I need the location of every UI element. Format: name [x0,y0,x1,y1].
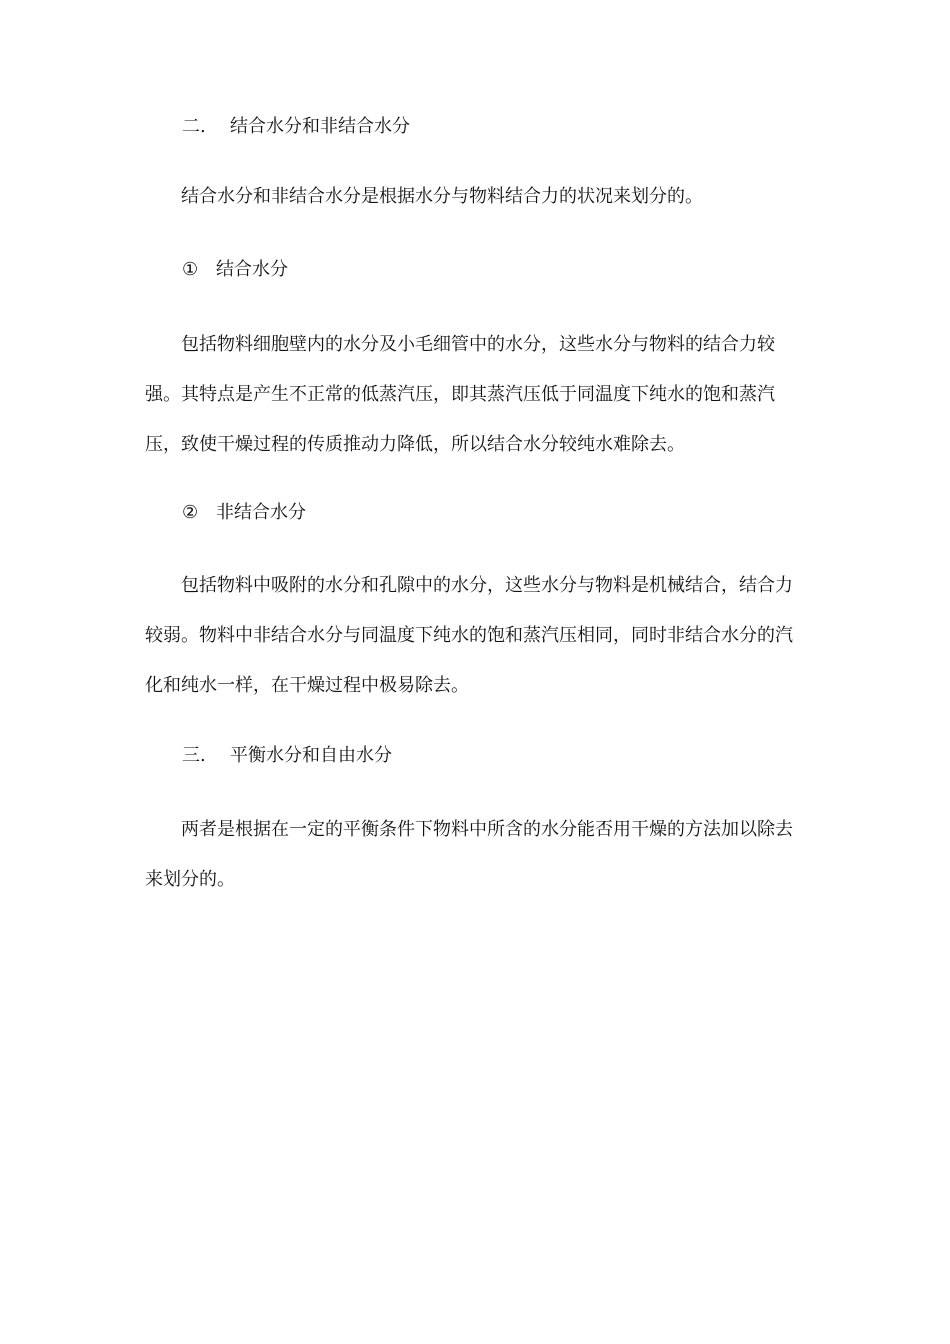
paragraph-3: 包括物料中吸附的水分和孔隙中的水分，这些水分与物料是机械结合，结合力较弱。物料中非结合水分与同温度下纯水的饱和蒸汽压相同，同时非结合水分的汽化和纯水一样，在干燥过程中极易除去。 [145,575,793,696]
section-heading-3 [182,731,842,781]
subsection-heading-1 [182,245,842,295]
section-title-3: 平衡水分和自由水分 [230,745,392,766]
section-heading-2 [182,102,842,152]
subsection-heading-2 [182,488,842,538]
section-number-2: 二. [182,116,206,137]
paragraph-2: 包括物料细胞壁内的水分及小毛细管中的水分，这些水分与物料的结合力较强。其特点是产生不正常的低蒸汽压，即其蒸汽压低于同温度下纯水的饱和蒸汽压，致使干燥过程的传质推动力降低，所以结合水分较纯水难除去。 [145,334,775,455]
section-number-3: 三. [182,745,206,766]
subsection-title-2: 非结合水分 [216,502,306,523]
paragraph-1: 结合水分和非结合水分是根据水分与物料结合力的状况来划分的。 [181,186,703,207]
paragraph-4: 两者是根据在一定的平衡条件下物料中所含的水分能否用干燥的方法加以除去来划分的。 [145,819,793,890]
section-title-2: 结合水分和非结合水分 [230,116,410,137]
subsection-title-1: 结合水分 [216,259,288,280]
subsection-number-2: ② [182,502,199,523]
subsection-number-1: ① [182,259,199,280]
